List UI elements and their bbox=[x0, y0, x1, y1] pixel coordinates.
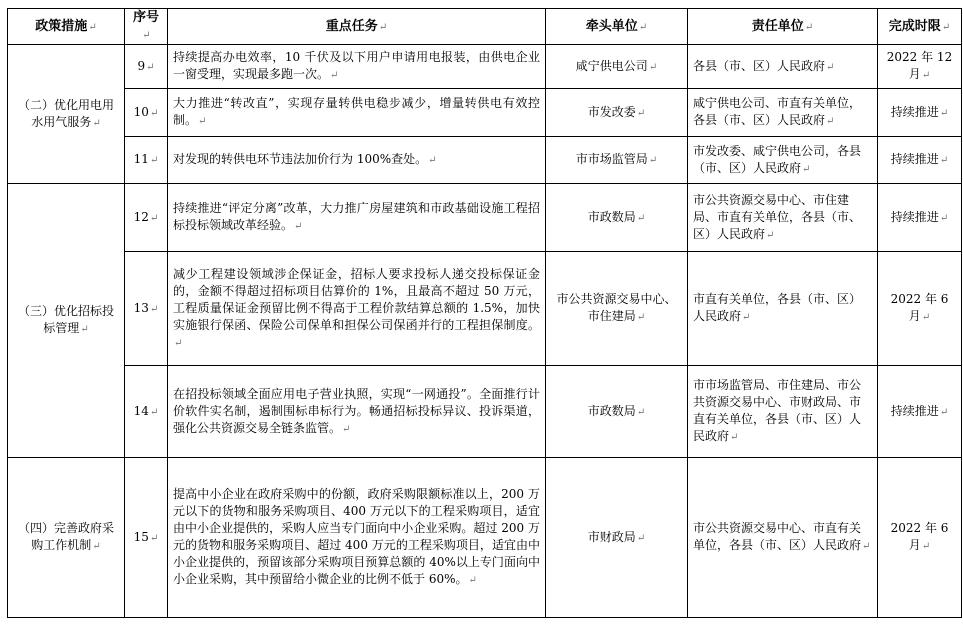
lead-unit-cell: 市公共资源交易中心、市住建局↵ bbox=[546, 252, 688, 366]
measure-cell: （四）完善政府采购工作机制↵ bbox=[8, 458, 125, 618]
row-number: 9↵ bbox=[125, 45, 168, 89]
responsible-unit-cell: 市市场监管局、市住建局、市公共资源交易中心、市财政局、市直有关单位，各县（市、区）人民政府↵ bbox=[688, 366, 878, 458]
lead-unit-cell: 市政数局↵ bbox=[546, 184, 688, 252]
header-deadline: 完成时限↵ bbox=[878, 9, 962, 45]
task-cell: 大力推进“转改直”，实现存量转供电稳步减少，增量转供电有效控制。↵ bbox=[168, 89, 546, 137]
deadline-cell: 持续推进↵ bbox=[878, 89, 962, 137]
measure-cell: （二）优化用电用水用气服务↵ bbox=[8, 45, 125, 184]
table-row bbox=[8, 184, 962, 252]
responsible-unit-cell: 市公共资源交易中心、市住建局、市直有关单位，各县（市、区）人民政府↵ bbox=[688, 184, 878, 252]
header-task: 重点任务↵ bbox=[168, 9, 546, 45]
lead-unit-cell: 市政数局↵ bbox=[546, 366, 688, 458]
table-row bbox=[8, 45, 962, 89]
policy-table-container bbox=[7, 8, 962, 618]
deadline-cell: 持续推进↵ bbox=[878, 184, 962, 252]
task-cell: 对发现的转供电环节违法加价行为 100%查处。↵ bbox=[168, 137, 546, 184]
header-lead-unit: 牵头单位↵ bbox=[546, 9, 688, 45]
lead-unit-cell: 市财政局↵ bbox=[546, 458, 688, 618]
lead-unit-cell: 市发改委↵ bbox=[546, 89, 688, 137]
row-number: 14↵ bbox=[125, 366, 168, 458]
measure-cell: （三）优化招标投标管理↵ bbox=[8, 184, 125, 458]
table-row bbox=[8, 366, 962, 458]
table-row bbox=[8, 252, 962, 366]
task-cell: 提高中小企业在政府采购中的份额，政府采购限额标准以上，200 万元以下的货物和服务采购项目、400 万元以下的工程采购项目，适宜由中小企业提供的，采购人应当专门面向中小企业采购。超过 200 万元的货物和服务采购项目、超过 400 万元的工程采购项目，适宜由中小企业提供的，预留该部分采购项目预算总额的 40%以上专门面向中小企业采购，其中预留给小微企业的比例不低于 60%。↵ bbox=[168, 458, 546, 618]
task-cell: 在招投标领域全面应用电子营业执照，实现“一网通投”。全面推行计价软件实名制，遏制围标串标行为。畅通招标投标异议、投诉渠道，强化公共资源交易全链条监管。↵ bbox=[168, 366, 546, 458]
row-number: 15↵ bbox=[125, 458, 168, 618]
lead-unit-cell: 市市场监管局↵ bbox=[546, 137, 688, 184]
deadline-cell: 2022 年 6 月↵ bbox=[878, 458, 962, 618]
header-responsible-unit: 责任单位↵ bbox=[688, 9, 878, 45]
deadline-cell: 2022 年 6 月↵ bbox=[878, 252, 962, 366]
task-cell: 减少工程建设领域涉企保证金，招标人要求投标人递交投标保证金的，金额不得超过招标项目估算价的 1%，且最高不超过 50 万元，工程质量保证金预留比例不得高于工程价款结算总额的 1.5%，加快实施银行保函、保险公司保单和担保公司保函并行的工程担保制度。↵ bbox=[168, 252, 546, 366]
policy-table bbox=[7, 8, 962, 618]
header-row bbox=[8, 9, 962, 45]
responsible-unit-cell: 市公共资源交易中心、市直有关单位，各县（市、区）人民政府↵ bbox=[688, 458, 878, 618]
task-cell: 持续提高办电效率，10 千伏及以下用户申请用电报装，由供电企业一窗受理，实现最多跑一次。↵ bbox=[168, 45, 546, 89]
row-number: 12↵ bbox=[125, 184, 168, 252]
row-number: 13↵ bbox=[125, 252, 168, 366]
row-number: 10↵ bbox=[125, 89, 168, 137]
responsible-unit-cell: 市发改委、咸宁供电公司，各县（市、区）人民政府↵ bbox=[688, 137, 878, 184]
lead-unit-cell: 咸宁供电公司↵ bbox=[546, 45, 688, 89]
table-row bbox=[8, 137, 962, 184]
responsible-unit-cell: 各县（市、区）人民政府↵ bbox=[688, 45, 878, 89]
deadline-cell: 2022 年 12 月↵ bbox=[878, 45, 962, 89]
responsible-unit-cell: 市直有关单位，各县（市、区）人民政府↵ bbox=[688, 252, 878, 366]
deadline-cell: 持续推进↵ bbox=[878, 137, 962, 184]
table-row bbox=[8, 458, 962, 618]
header-no: 序号↵ bbox=[125, 9, 168, 45]
responsible-unit-cell: 咸宁供电公司、市直有关单位，各县（市、区）人民政府↵ bbox=[688, 89, 878, 137]
deadline-cell: 持续推进↵ bbox=[878, 366, 962, 458]
task-cell: 持续推进“评定分离”改革，大力推广房屋建筑和市政基础设施工程招标投标领域改革经验。↵ bbox=[168, 184, 546, 252]
header-measure: 政策措施↵ bbox=[8, 9, 125, 45]
row-number: 11↵ bbox=[125, 137, 168, 184]
table-row bbox=[8, 89, 962, 137]
